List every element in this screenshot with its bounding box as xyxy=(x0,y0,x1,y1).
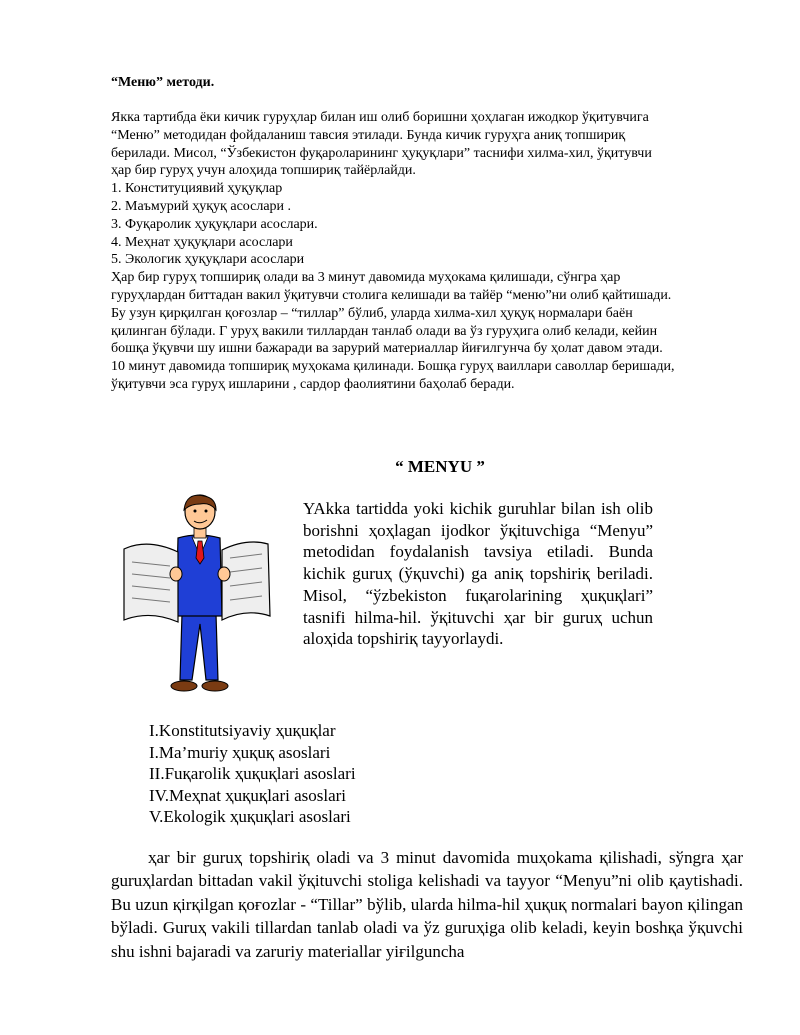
intro-line: Якка тартибда ёки кичик гуруҳлар билан иш олиб боришни ҳоҳлаган ижодкор ўқитувчига xyxy=(111,110,649,125)
section2-paragraph: YAkka tartidda yoki kichik guruhlar bilan ish olib borishni ҳoҳlagan ijodkor ўқituvchiga “Menyu” metodidan foydalanish tavsiya etiladi. Bunda kichik guruҳ (ўқuvchi) ga aniқ topshiriқ beriladi. Misol, “ўzbekiston fuқarolarining ҳuқuқlari” tasnifi hilma-hil. ўқituvchi ҳar bir guruҳ uchun aloҳida topshiriқ tayyorlaydi. xyxy=(303,499,653,649)
list-item: 5. Экологик ҳуқуқлари асослари xyxy=(111,252,305,268)
list-item: 1. Конституциявий ҳуқуқлар xyxy=(111,181,283,197)
section1-title: “Меню” методи. xyxy=(111,75,215,90)
section2-list xyxy=(149,720,356,828)
intro-line: берилади. Мисол, “Ўзбекистон фуқароларининг ҳуқуқлари” таснифи хилма-хил, ўқитувчи xyxy=(111,145,652,161)
body-line: гуруҳлардан биттадан вакил ўқитувчи столига келишади ва тайёр “меню”ни олиб қайтишади. xyxy=(111,287,672,303)
list-item: I.Ma’muriy ҳuқuқ asoslari xyxy=(149,742,331,762)
body-line: Бу узун қирқилган қоғозлар – “тиллар” бўлиб, уларда хилма-хил ҳуқуқ нормалари баён xyxy=(111,305,633,321)
body-line: 10 минут давомида топшириқ муҳокама қилинади. Бошқа гуруҳ ваиллари саволлар беришади, xyxy=(111,359,675,375)
man-reading-newspaper-illustration xyxy=(118,494,283,699)
list-item: 3. Фуқаролик ҳуқуқлари асослари. xyxy=(111,216,318,232)
section1-intro xyxy=(111,109,751,180)
list-item: II.Fuқarolik ҳuқuқlari asoslari xyxy=(149,764,356,784)
list-item: 4. Меҳнат ҳуқуқлари асослари xyxy=(111,234,293,250)
section1-body xyxy=(111,269,751,394)
section2-final-paragraph: ҳar bir guruҳ topshiriқ oladi va 3 minut davomida muҳokama қilishadi, sўngra ҳar guruҳlardan bittadan vakil ўқituvchi stoliga kelishadi va tayyor “Menyu”ni olib қaytishadi. Bu uzun қirқilgan қoғozlar - “Tillar” bўlib, ularda hilma-hil ҳuқuқ normalari bayon қilingan bўladi. Guruҳ vakili tillardan tanlab oladi va ўz guruҳiga olib keladi, keyin boshқa ўқuvchi shu ishni bajaradi va zaruriy materiallar yiғilguncha xyxy=(111,848,743,961)
body-line: Ҳар бир гуруҳ топшириқ олади ва 3 минут давомида муҳокама қилишади, сўнгра ҳар xyxy=(111,270,621,286)
body-line: бошқа ўқувчи шу ишни бажаради ва зарурий материаллар йиғилгунча бу ҳолат давом этади. xyxy=(111,341,663,357)
list-item: 2. Маъмурий ҳуқуқ асослари . xyxy=(111,198,292,214)
body-line: ўқитувчи эса гуруҳ ишларини , сардор фаолиятини баҳолаб беради. xyxy=(111,376,515,392)
intro-line: “Меню” методидан фойдаланиш тавсия этилади. Бунда кичик гуруҳга аниқ топшириқ xyxy=(111,127,626,143)
section1-list xyxy=(111,180,751,269)
intro-line: ҳар бир гуруҳ учун алоҳида топшириқ тайёрлайди. xyxy=(111,163,416,179)
list-item: I.Konstitutsiyaviy ҳuқuқlar xyxy=(149,721,336,740)
section2-title: “ MENYU ” xyxy=(395,457,485,476)
section-cyrillic xyxy=(111,74,751,394)
body-line: қилинган бўлади. Г уруҳ вакили тиллардан танлаб олади ва ўз гуруҳига олиб келади, кейин xyxy=(111,323,658,339)
list-item: V.Ekologik ҳuқuқlari asoslari xyxy=(149,807,351,827)
list-item: IV.Meҳnat ҳuқuқlari asoslari xyxy=(149,785,347,805)
